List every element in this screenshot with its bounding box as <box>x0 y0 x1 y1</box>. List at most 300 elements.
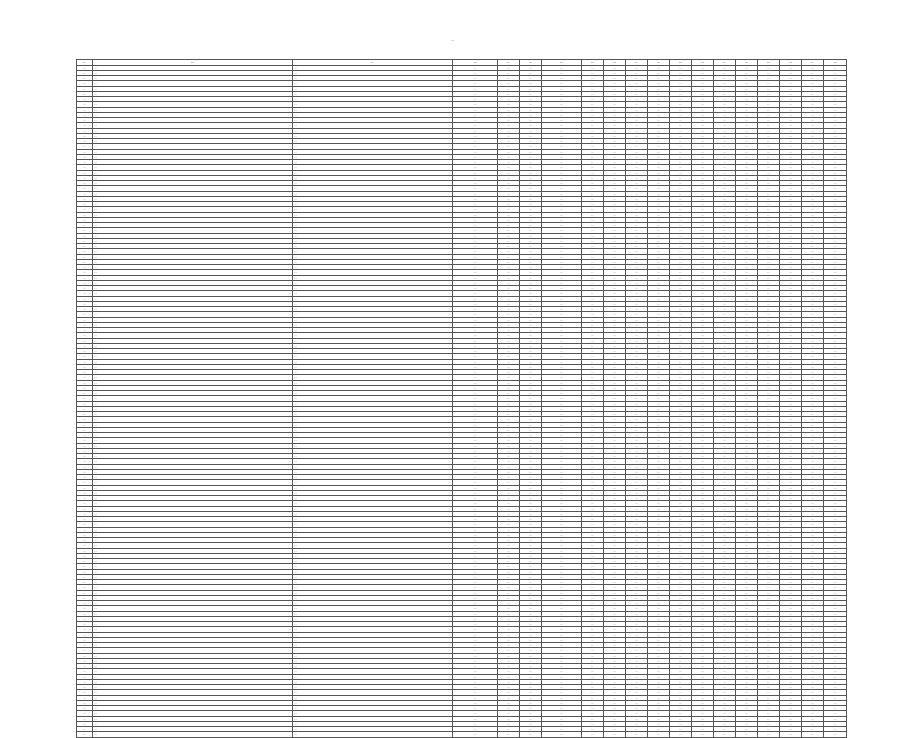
table-cell: … <box>93 391 293 396</box>
table-cell: … <box>498 559 520 564</box>
table-cell: … <box>453 606 498 611</box>
table-cell: … <box>670 727 692 732</box>
table-cell: … <box>520 669 542 674</box>
table-cell: … <box>648 664 670 669</box>
table-cell: … <box>736 438 758 443</box>
table-cell: … <box>758 343 780 348</box>
table-cell: … <box>824 81 847 86</box>
table-cell: … <box>802 333 824 338</box>
table-cell: … <box>824 658 847 663</box>
table-cell: … <box>520 485 542 490</box>
table-cell: … <box>824 679 847 684</box>
table-cell: … <box>520 732 542 737</box>
table-cell: … <box>582 653 604 658</box>
table-cell: … <box>542 296 582 301</box>
table-cell: … <box>670 648 692 653</box>
table-cell: … <box>802 165 824 170</box>
table-cell: … <box>824 265 847 270</box>
table-cell: … <box>648 186 670 191</box>
table-cell: … <box>670 228 692 233</box>
table-cell: … <box>453 564 498 569</box>
table-cell: … <box>453 422 498 427</box>
table-cell: … <box>77 149 93 154</box>
table-cell: … <box>582 569 604 574</box>
table-cell: … <box>604 270 626 275</box>
table-cell: … <box>780 559 802 564</box>
table-cell: … <box>93 333 293 338</box>
table-cell: … <box>626 401 648 406</box>
table-cell: … <box>293 296 453 301</box>
table-cell: … <box>780 653 802 658</box>
table-cell: … <box>293 511 453 516</box>
table-cell: … <box>453 265 498 270</box>
table-cell: … <box>520 700 542 705</box>
table-cell: … <box>582 448 604 453</box>
table-cell: … <box>498 469 520 474</box>
table-cell: … <box>453 333 498 338</box>
table-cell: … <box>714 133 736 138</box>
table-cell: … <box>714 364 736 369</box>
table-cell: … <box>453 727 498 732</box>
table-cell: … <box>758 454 780 459</box>
table-cell: … <box>824 496 847 501</box>
table-cell: … <box>293 433 453 438</box>
table-cell: … <box>626 433 648 438</box>
table-cell: … <box>670 548 692 553</box>
table-cell: … <box>77 606 93 611</box>
table-cell: … <box>758 721 780 726</box>
table-cell: … <box>802 370 824 375</box>
table-cell: … <box>714 265 736 270</box>
table-cell: … <box>626 128 648 133</box>
table-cell: … <box>648 191 670 196</box>
table-cell: … <box>758 490 780 495</box>
table-cell: … <box>692 181 714 186</box>
table-cell: … <box>93 653 293 658</box>
table-cell: … <box>824 406 847 411</box>
table-cell: … <box>293 354 453 359</box>
table-cell: … <box>626 674 648 679</box>
table-cell: … <box>542 338 582 343</box>
table-cell: … <box>780 690 802 695</box>
table-cell: … <box>626 700 648 705</box>
table-cell: … <box>520 359 542 364</box>
table-cell: … <box>692 616 714 621</box>
table-cell: … <box>77 422 93 427</box>
table-cell: … <box>93 585 293 590</box>
table-cell: … <box>542 527 582 532</box>
table-cell: … <box>648 574 670 579</box>
table-cell: … <box>736 86 758 91</box>
table-cell: … <box>802 527 824 532</box>
table-cell: … <box>293 270 453 275</box>
table-cell: … <box>542 97 582 102</box>
table-cell: … <box>520 217 542 222</box>
table-cell: … <box>670 590 692 595</box>
table-cell: … <box>626 601 648 606</box>
table-cell: … <box>780 412 802 417</box>
table-cell: … <box>453 391 498 396</box>
table-cell: … <box>714 217 736 222</box>
table-cell: … <box>93 112 293 117</box>
table-cell: … <box>93 643 293 648</box>
table-cell: … <box>604 181 626 186</box>
table-cell: … <box>780 343 802 348</box>
table-cell: … <box>542 695 582 700</box>
table-cell: … <box>604 522 626 527</box>
table-cell: … <box>93 76 293 81</box>
table-cell: … <box>582 349 604 354</box>
table-cell: … <box>77 291 93 296</box>
table-cell: … <box>498 643 520 648</box>
table-cell: … <box>542 259 582 264</box>
table-cell: … <box>293 658 453 663</box>
table-cell: … <box>802 81 824 86</box>
table-cell: … <box>648 732 670 737</box>
table-cell: … <box>453 553 498 558</box>
table-cell: … <box>736 354 758 359</box>
table-cell: … <box>604 139 626 144</box>
table-header-cell: … <box>604 60 626 66</box>
table-cell: … <box>520 469 542 474</box>
table-cell: … <box>692 81 714 86</box>
table-cell: … <box>714 396 736 401</box>
table-cell: … <box>293 706 453 711</box>
table-cell: … <box>582 186 604 191</box>
table-cell: … <box>93 721 293 726</box>
table-cell: … <box>604 448 626 453</box>
table-cell: … <box>824 328 847 333</box>
table-cell: … <box>736 154 758 159</box>
table-cell: … <box>648 454 670 459</box>
table-cell: … <box>520 228 542 233</box>
table-cell: … <box>780 580 802 585</box>
table-cell: … <box>736 181 758 186</box>
table-cell: … <box>453 475 498 480</box>
table-cell: … <box>824 590 847 595</box>
table-cell: … <box>626 553 648 558</box>
table-cell: … <box>604 564 626 569</box>
table-cell: … <box>824 611 847 616</box>
table-cell: … <box>802 501 824 506</box>
table-cell: … <box>736 564 758 569</box>
table-cell: … <box>692 601 714 606</box>
table-cell: … <box>758 86 780 91</box>
table-cell: … <box>626 76 648 81</box>
table-cell: … <box>714 574 736 579</box>
table-cell: … <box>714 685 736 690</box>
table-cell: … <box>692 396 714 401</box>
table-cell: … <box>453 364 498 369</box>
table-cell: … <box>802 244 824 249</box>
table-cell: … <box>780 716 802 721</box>
table-cell: … <box>93 265 293 270</box>
table-cell: … <box>77 532 93 537</box>
table-cell: … <box>648 154 670 159</box>
table-cell: … <box>453 548 498 553</box>
table-cell: … <box>520 391 542 396</box>
table-cell: … <box>670 417 692 422</box>
table-cell: … <box>77 564 93 569</box>
table-cell: … <box>692 700 714 705</box>
table-cell: … <box>736 275 758 280</box>
table-cell: … <box>604 590 626 595</box>
table-cell: … <box>758 585 780 590</box>
table-cell: … <box>453 480 498 485</box>
table-cell: … <box>582 664 604 669</box>
table-cell: … <box>648 244 670 249</box>
table-cell: … <box>714 622 736 627</box>
table-cell: … <box>824 606 847 611</box>
table-cell: … <box>293 448 453 453</box>
table-cell: … <box>714 349 736 354</box>
table-cell: … <box>498 653 520 658</box>
table-cell: … <box>692 448 714 453</box>
table-cell: … <box>542 443 582 448</box>
table-cell: … <box>77 553 93 558</box>
table-cell: … <box>604 653 626 658</box>
table-cell: … <box>736 517 758 522</box>
table-cell: … <box>604 422 626 427</box>
table-cell: … <box>498 564 520 569</box>
table-cell: … <box>670 212 692 217</box>
table-cell: … <box>626 480 648 485</box>
table-cell: … <box>824 506 847 511</box>
table-cell: … <box>93 322 293 327</box>
table-cell: … <box>293 517 453 522</box>
table-cell: … <box>604 223 626 228</box>
table-cell: … <box>93 443 293 448</box>
table-cell: … <box>498 658 520 663</box>
table-cell: … <box>77 349 93 354</box>
table-cell: … <box>453 511 498 516</box>
table-cell: … <box>453 207 498 212</box>
table-cell: … <box>542 674 582 679</box>
table-cell: … <box>626 569 648 574</box>
table-cell: … <box>520 86 542 91</box>
table-cell: … <box>824 674 847 679</box>
table-cell: … <box>780 149 802 154</box>
table-cell: … <box>293 343 453 348</box>
table-cell: … <box>604 658 626 663</box>
table-cell: … <box>293 412 453 417</box>
table-cell: … <box>604 732 626 737</box>
table-cell: … <box>582 674 604 679</box>
table-cell: … <box>520 301 542 306</box>
table-cell: … <box>453 296 498 301</box>
table-cell: … <box>77 490 93 495</box>
table-cell: … <box>670 391 692 396</box>
table-cell: … <box>77 270 93 275</box>
table-cell: … <box>293 475 453 480</box>
table-cell: … <box>802 517 824 522</box>
table-cell: … <box>714 643 736 648</box>
table-cell: … <box>670 270 692 275</box>
table-cell: … <box>648 685 670 690</box>
table-cell: … <box>648 196 670 201</box>
table-cell: … <box>453 191 498 196</box>
table-cell: … <box>780 469 802 474</box>
table-cell: … <box>582 485 604 490</box>
table-cell: … <box>714 459 736 464</box>
table-cell: … <box>626 427 648 432</box>
table-cell: … <box>824 559 847 564</box>
table-cell: … <box>714 433 736 438</box>
table-cell: … <box>582 637 604 642</box>
table-cell: … <box>780 317 802 322</box>
table-cell: … <box>498 118 520 123</box>
table-cell: … <box>604 700 626 705</box>
table-cell: … <box>824 217 847 222</box>
table-cell: … <box>692 664 714 669</box>
table-cell: … <box>293 527 453 532</box>
table-cell: … <box>520 637 542 642</box>
table-cell: … <box>802 91 824 96</box>
table-cell: … <box>77 191 93 196</box>
table-cell: … <box>542 532 582 537</box>
table-cell: … <box>498 706 520 711</box>
table-cell: … <box>824 307 847 312</box>
table-cell: … <box>520 102 542 107</box>
table-cell: … <box>582 233 604 238</box>
table-cell: … <box>648 595 670 600</box>
table-cell: … <box>670 312 692 317</box>
table-cell: … <box>93 307 293 312</box>
table-cell: … <box>780 732 802 737</box>
table-cell: … <box>520 496 542 501</box>
table-cell: … <box>604 338 626 343</box>
table-cell: … <box>780 601 802 606</box>
table-cell: … <box>692 307 714 312</box>
table-cell: … <box>758 123 780 128</box>
table-cell: … <box>453 585 498 590</box>
table-cell: … <box>736 611 758 616</box>
table-cell: … <box>498 370 520 375</box>
table-cell: … <box>453 690 498 695</box>
table-cell: … <box>692 128 714 133</box>
table-cell: … <box>648 543 670 548</box>
table-cell: … <box>824 254 847 259</box>
table-cell: … <box>77 112 93 117</box>
table-cell: … <box>77 448 93 453</box>
table-cell: … <box>692 123 714 128</box>
table-cell: … <box>453 506 498 511</box>
table-cell: … <box>714 259 736 264</box>
table-cell: … <box>498 548 520 553</box>
table-cell: … <box>670 538 692 543</box>
table-cell: … <box>670 107 692 112</box>
table-cell: … <box>736 732 758 737</box>
table-cell: … <box>758 443 780 448</box>
table-cell: … <box>736 590 758 595</box>
table-cell: … <box>498 721 520 726</box>
table-cell: … <box>582 585 604 590</box>
table-cell: … <box>93 349 293 354</box>
table-cell: … <box>802 375 824 380</box>
table-cell: … <box>582 217 604 222</box>
table-cell: … <box>824 669 847 674</box>
table-cell: … <box>758 480 780 485</box>
table-cell: … <box>93 406 293 411</box>
table-cell: … <box>648 417 670 422</box>
table-cell: … <box>582 564 604 569</box>
table-cell: … <box>758 212 780 217</box>
table-cell: … <box>453 622 498 627</box>
table-cell: … <box>498 391 520 396</box>
table-cell: … <box>626 721 648 726</box>
table-cell: … <box>77 354 93 359</box>
table-cell: … <box>780 144 802 149</box>
table-cell: … <box>758 359 780 364</box>
table-cell: … <box>293 112 453 117</box>
table-cell: … <box>736 333 758 338</box>
table-cell: … <box>780 228 802 233</box>
table-cell: … <box>736 175 758 180</box>
table-cell: … <box>802 186 824 191</box>
table-cell: … <box>648 674 670 679</box>
table-cell: … <box>626 307 648 312</box>
table-cell: … <box>780 464 802 469</box>
table-cell: … <box>582 102 604 107</box>
table-cell: … <box>780 280 802 285</box>
table-cell: … <box>692 727 714 732</box>
table-cell: … <box>604 307 626 312</box>
table-cell: … <box>670 664 692 669</box>
table-cell: … <box>824 412 847 417</box>
table-cell: … <box>780 622 802 627</box>
table-cell: … <box>648 259 670 264</box>
table-cell: … <box>758 496 780 501</box>
table-cell: … <box>93 270 293 275</box>
table-cell: … <box>736 669 758 674</box>
table-cell: … <box>604 212 626 217</box>
table-cell: … <box>453 317 498 322</box>
table-cell: … <box>604 574 626 579</box>
table-cell: … <box>626 123 648 128</box>
table-cell: … <box>453 144 498 149</box>
table-cell: … <box>626 564 648 569</box>
table-cell: … <box>542 706 582 711</box>
table-cell: … <box>824 76 847 81</box>
table-cell: … <box>582 81 604 86</box>
table-cell: … <box>648 527 670 532</box>
table-cell: … <box>714 70 736 75</box>
table-cell: … <box>453 196 498 201</box>
table-cell: … <box>293 585 453 590</box>
table-cell: … <box>736 527 758 532</box>
table-cell: … <box>648 658 670 663</box>
table-cell: … <box>604 170 626 175</box>
table-cell: … <box>77 118 93 123</box>
table-cell: … <box>802 632 824 637</box>
table-cell: … <box>648 412 670 417</box>
table-cell: … <box>498 501 520 506</box>
table-cell: … <box>520 212 542 217</box>
table-cell: … <box>582 391 604 396</box>
table-cell: … <box>498 217 520 222</box>
table-cell: … <box>692 485 714 490</box>
table-cell: … <box>670 70 692 75</box>
table-cell: … <box>498 265 520 270</box>
table-cell: … <box>77 217 93 222</box>
table-cell: … <box>582 511 604 516</box>
table-cell: … <box>736 207 758 212</box>
table-cell: … <box>736 585 758 590</box>
table-cell: … <box>453 380 498 385</box>
table-cell: … <box>714 522 736 527</box>
table-cell: … <box>604 107 626 112</box>
table-cell: … <box>648 118 670 123</box>
